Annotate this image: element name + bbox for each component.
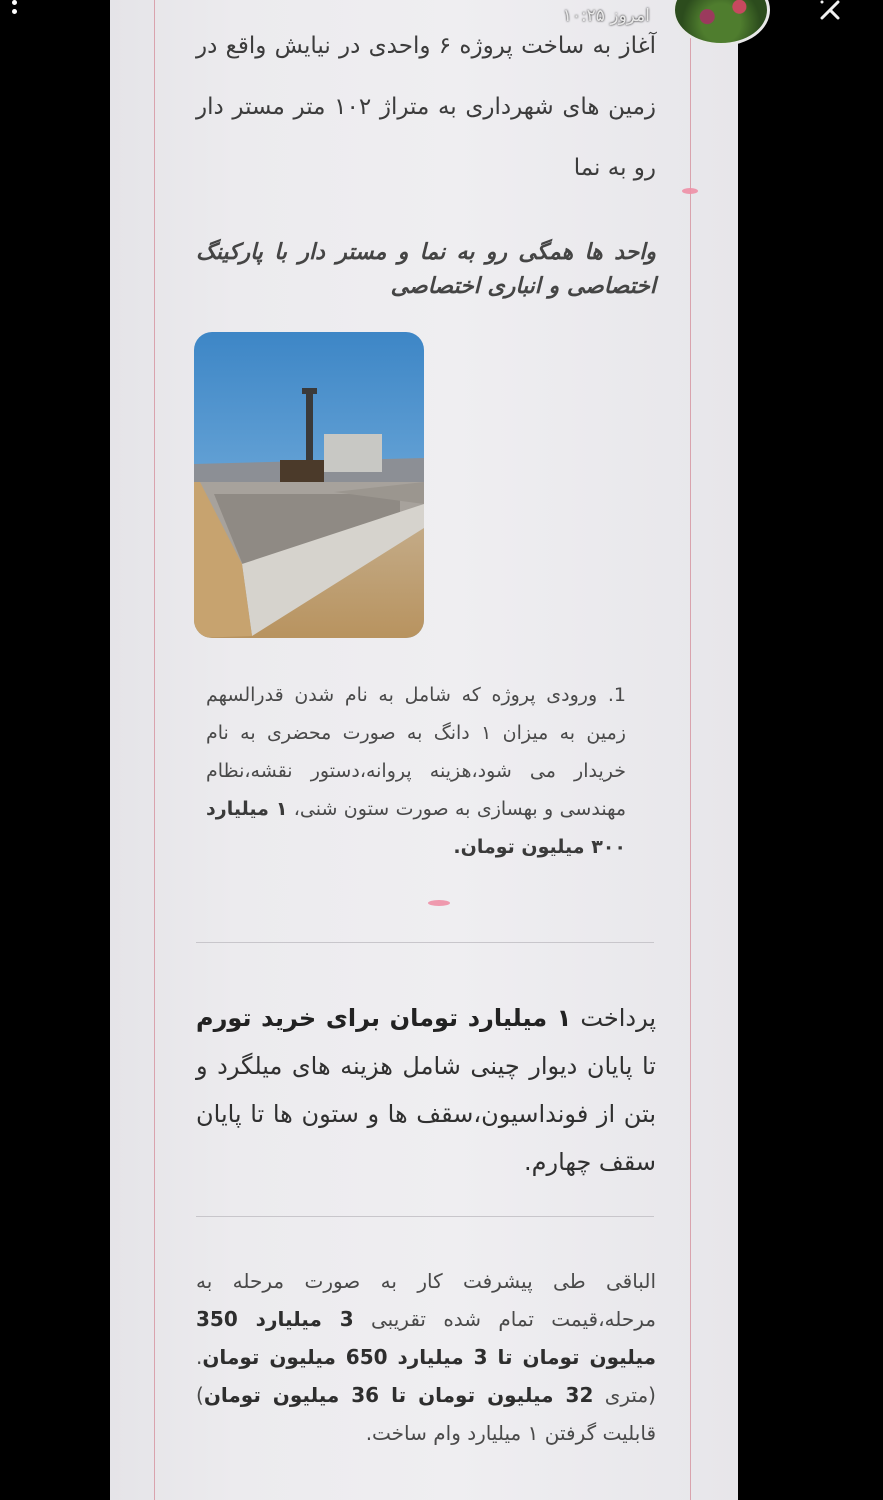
payment-lead: پرداخت	[571, 1004, 656, 1032]
payment-amount: ۱ میلیارد تومان برای خرید تورم	[196, 1004, 572, 1032]
remainder-per-meter-lead: .(متری	[196, 1345, 656, 1407]
payment-rest: تا پایان دیوار چینی شامل هزینه های میلگرد و بتن از فونداسیون،سقف ها و ستون ها تا پایان سقف چهارم.	[196, 1052, 656, 1176]
step-1-number: 1.	[607, 684, 626, 706]
section-divider	[196, 1216, 654, 1217]
section-divider	[196, 942, 654, 943]
story-photo-paper	[110, 0, 738, 1500]
paper-margin-line-left	[154, 0, 155, 1500]
close-icon[interactable]	[812, 0, 852, 22]
construction-site-photo	[194, 332, 424, 638]
story-timestamp: امروز ۱۰:۲۵	[562, 6, 650, 26]
step-1-paragraph	[206, 676, 626, 866]
features-paragraph: واحد ها همگی رو به نما و مستر دار با پارکینگ اختصاصی و انباری اختصاصی	[196, 240, 656, 299]
paper-margin-line-right	[690, 0, 691, 1500]
remainder-tail: ) قابلیت گرفتن ۱ میلیارد وام ساخت.	[196, 1383, 656, 1445]
remainder-price-range: 3 میلیارد 350 میلیون تومان تا 3 میلیارد 650 میلیون تومان	[196, 1307, 657, 1369]
step-1-amount: ۱ میلیارد ۳۰۰ میلیون تومان.	[206, 798, 626, 858]
more-vertical-icon[interactable]	[6, 0, 22, 22]
paper-pink-mark	[682, 188, 698, 194]
intro-paragraph: آغاز به ساخت پروژه ۶ واحدی در نیایش واقع در زمین های شهرداری به متراژ ۱۰۲ متر مستر دار رو به نما	[196, 33, 656, 181]
paper-pink-mark	[428, 900, 450, 906]
remainder-per-meter-price: 32 میلیون تومان تا 36 میلیون تومان	[203, 1383, 594, 1407]
payment-paragraph	[196, 994, 656, 1186]
step-1-text: ورودی پروژه که شامل به نام شدن قدرالسهم زمین به میزان ۱ دانگ به صورت محضری به نام خریدار می شود،هزینه پروانه،دستور نقشه،نظام مهندسی و بهسازی به صورت ستون شنی،	[206, 684, 626, 820]
construction-photo-icon	[194, 332, 424, 638]
remainder-paragraph	[196, 1262, 656, 1452]
remainder-lead: الباقی طی پیشرفت کار به صورت مرحله به مرحله،قیمت تمام شده تقریبی	[196, 1269, 656, 1331]
